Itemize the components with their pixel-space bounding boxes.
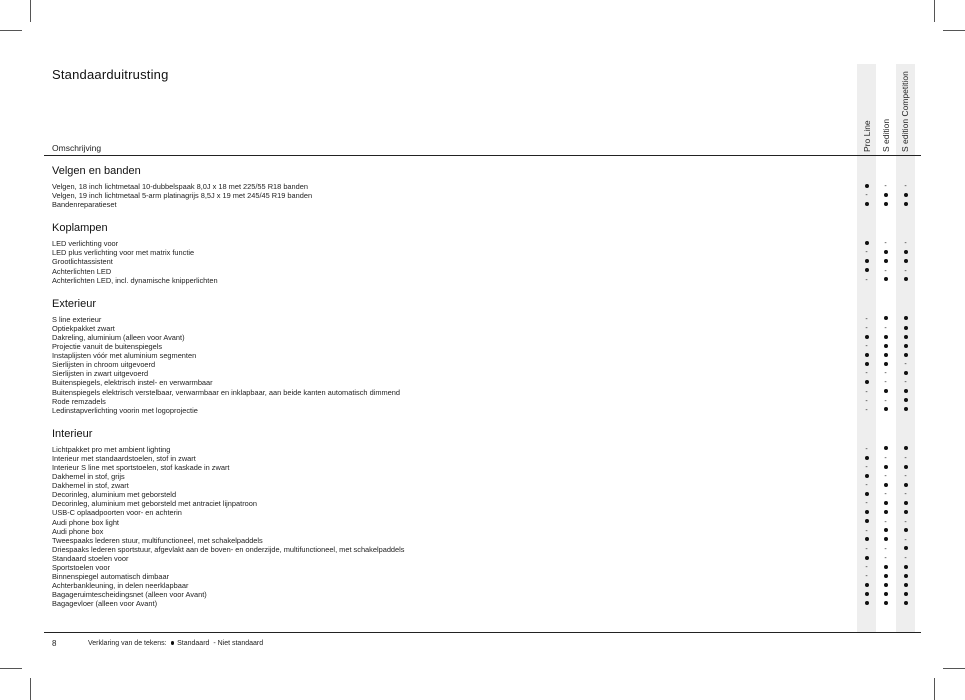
not-standard-dash-icon: -	[865, 249, 868, 257]
row-label: Buitenspiegels elektrisch verstelbaar, verwarmbaar en inklapbaar, aan beide kanten automatisch dimmend	[52, 387, 400, 397]
standard-dot-icon	[876, 248, 895, 257]
table-row	[52, 454, 918, 463]
table-row	[52, 267, 918, 276]
table-row	[52, 508, 918, 517]
row-label: Achterlichten LED	[52, 266, 112, 276]
not-standard-dash-icon: -	[904, 240, 907, 248]
table-row	[52, 536, 918, 545]
not-standard-dash-icon: -	[884, 267, 887, 275]
not-standard-dash-icon: -	[884, 183, 887, 190]
standard-dot-icon	[857, 472, 876, 481]
row-label: Projectie vanuit de buitenspiegels	[52, 342, 163, 352]
column-header-pro-line: Pro Line	[862, 120, 872, 152]
standard-dot-icon	[896, 527, 915, 536]
standard-dot-icon	[896, 333, 915, 342]
row-label: Binnenspiegel automatisch dimbaar	[52, 572, 170, 582]
not-standard-dash-icon: -	[904, 454, 907, 462]
standard-dot-icon	[876, 200, 895, 209]
standard-dot-icon	[857, 536, 876, 545]
row-label: Ledinstapverlichting voorin met logoprojectie	[52, 405, 198, 415]
row-label: USB-C oplaadpoorten voor- en achterin	[52, 508, 182, 518]
not-standard-dash-icon: -	[865, 406, 868, 414]
standard-dot-icon	[857, 599, 876, 608]
standard-dot-icon	[896, 315, 915, 324]
row-label: Bagagevloer (alleen voor Avant)	[52, 599, 158, 609]
not-standard-dash-icon: -	[865, 482, 868, 490]
not-standard-dash-icon: -	[884, 473, 887, 481]
row-label: Bandenreparatieset	[52, 200, 117, 210]
table-row	[52, 527, 918, 536]
row-label: Grootlichtassistent	[52, 257, 113, 267]
table-row	[52, 276, 918, 285]
standard-dot-icon	[876, 527, 895, 536]
standard-dot-icon	[876, 276, 895, 285]
standard-dot-icon	[896, 388, 915, 397]
crop-mark	[934, 0, 935, 22]
row-label: Sierlijsten in chroom uitgevoerd	[52, 360, 156, 370]
row-label: Audi phone box light	[52, 517, 119, 527]
not-standard-dash-icon: -	[865, 545, 868, 553]
table-row	[52, 472, 918, 481]
row-label: S line exterieur	[52, 314, 102, 324]
table-row	[52, 406, 918, 415]
not-standard-dash-icon: -	[865, 445, 868, 453]
table-row	[52, 324, 918, 333]
standard-dot-icon	[857, 581, 876, 590]
not-standard-dash-icon: -	[904, 473, 907, 481]
standard-dot-icon	[896, 481, 915, 490]
row-label: Instaplijsten vóór met aluminium segmenten	[52, 351, 197, 361]
legend-standard: Standaard	[177, 640, 210, 647]
standard-dot-icon	[857, 200, 876, 209]
section-title: Velgen en banden	[52, 165, 141, 177]
row-label: Standaard stoelen voor	[52, 553, 129, 563]
standard-dot-icon	[876, 536, 895, 545]
section-spacer	[52, 209, 918, 217]
not-standard-dash-icon: -	[884, 240, 887, 248]
table-row	[52, 490, 918, 499]
standard-dot-icon	[857, 257, 876, 266]
table-row	[52, 333, 918, 342]
not-standard-dash-icon: -	[884, 379, 887, 387]
standard-dot-icon	[876, 590, 895, 599]
row-label: Buitenspiegels, elektrisch instel- en verwarmbaar	[52, 378, 213, 388]
section-title: Koplampen	[52, 222, 108, 235]
standard-dot-icon	[896, 351, 915, 360]
table-row	[52, 590, 918, 599]
standard-dot-icon	[876, 315, 895, 324]
not-standard-dash-icon: -	[884, 397, 887, 405]
standard-dot-icon	[896, 599, 915, 608]
section-title: Exterieur	[52, 297, 97, 310]
not-standard-dash-icon: -	[865, 343, 868, 351]
standard-dot-icon	[896, 200, 915, 209]
page-number: 8	[52, 639, 57, 648]
standard-dot-icon	[876, 388, 895, 397]
table-row	[52, 200, 918, 209]
standard-dot-icon	[896, 406, 915, 415]
row-label: Velgen, 18 inch lichtmetaal 10-dubbelspaak 8,0J x 18 met 225/55 R18 banden	[52, 182, 308, 191]
table-row	[52, 182, 918, 191]
standard-dot-icon	[896, 581, 915, 590]
table-row	[52, 545, 918, 554]
standard-dot-icon	[876, 599, 895, 608]
crop-mark	[0, 668, 22, 669]
section-spacer	[52, 415, 918, 423]
header-divider	[44, 155, 921, 156]
not-standard-dash-icon: -	[884, 518, 887, 526]
standard-dot-icon	[857, 590, 876, 599]
section-title: Interieur	[52, 427, 93, 440]
standard-dot-icon	[876, 481, 895, 490]
row-label: Achterlichten LED, incl. dynamische knipperlichten	[52, 275, 218, 285]
crop-mark	[30, 0, 31, 22]
not-standard-dash-icon: -	[884, 454, 887, 462]
table-row	[52, 518, 918, 527]
not-standard-dash-icon: -	[865, 324, 868, 332]
crop-mark	[943, 668, 965, 669]
standard-dot-icon	[896, 590, 915, 599]
standard-dot-icon	[896, 397, 915, 406]
not-standard-dash-icon: -	[865, 388, 868, 396]
standard-dot-icon	[876, 191, 895, 200]
not-standard-dash-icon: -	[904, 518, 907, 526]
standard-dot-icon	[876, 499, 895, 508]
standard-dot-icon	[857, 360, 876, 369]
column-header-s-edition: S edition	[881, 118, 891, 152]
standard-dot-icon	[896, 572, 915, 581]
standard-dot-icon	[857, 518, 876, 527]
not-standard-dash-icon: -	[884, 324, 887, 332]
table-row	[52, 481, 918, 490]
not-standard-dash-icon: -	[865, 564, 868, 571]
column-header-s-edition-competition: S edition Competition	[900, 71, 910, 152]
not-standard-dash-icon: -	[904, 267, 907, 275]
standard-dot-icon	[876, 351, 895, 360]
standard-dot-icon	[857, 378, 876, 387]
row-label: Velgen, 19 inch lichtmetaal 5-arm platinagrijs 8,5J x 19 met 245/45 R19 banden	[52, 191, 313, 201]
standard-dot-icon	[896, 563, 915, 572]
table-row	[52, 572, 918, 581]
row-label: LED plus verlichting voor met matrix functie	[52, 248, 195, 258]
not-standard-dash-icon: -	[865, 315, 868, 323]
legend-prefix: Verklaring van de tekens:	[88, 640, 167, 647]
table-row	[52, 581, 918, 590]
table-row	[52, 397, 918, 406]
standard-dot-icon	[896, 463, 915, 472]
row-label: Bagageruimtescheidingsnet (alleen voor Avant)	[52, 590, 207, 600]
table-row	[52, 191, 918, 200]
legend	[88, 640, 263, 647]
section-spacer	[52, 608, 918, 616]
page-title: Standaarduitrusting	[52, 67, 169, 82]
not-standard-dash-icon: -	[904, 379, 907, 387]
standard-dot-icon	[857, 554, 876, 563]
standard-dot-icon	[876, 572, 895, 581]
row-label: Lichtpakket pro met ambient lighting	[52, 444, 171, 454]
table-row	[52, 599, 918, 608]
row-label: Decorinleg, aluminium met geborsteld met antraciet lijnpatroon	[52, 499, 257, 509]
standard-dot-icon	[876, 563, 895, 572]
standard-dot-icon	[896, 342, 915, 351]
table-row	[52, 563, 918, 572]
not-standard-dash-icon: -	[865, 573, 868, 581]
row-label: Sportstoelen voor	[52, 563, 110, 572]
standard-dot-icon	[876, 257, 895, 266]
equipment-table	[52, 160, 918, 616]
standard-dot-icon	[876, 406, 895, 415]
row-label: Tweespaaks lederen stuur, multifunctioneel, met schakelpaddels	[52, 535, 263, 545]
table-row	[52, 499, 918, 508]
not-standard-dash-icon: -	[904, 491, 907, 499]
table-row	[52, 248, 918, 257]
not-standard-dash-icon: -	[904, 361, 907, 369]
standard-dot-icon	[896, 508, 915, 517]
not-standard-dash-icon: -	[865, 500, 868, 508]
row-label: Sierlijsten in zwart uitgevoerd	[52, 369, 149, 379]
table-row	[52, 445, 918, 454]
not-standard-dash-icon: -	[865, 397, 868, 405]
standard-dot-icon	[876, 342, 895, 351]
row-label: Dakhemel in stof, zwart	[52, 481, 129, 491]
standard-dot-icon	[896, 545, 915, 554]
not-standard-dash-icon: -	[904, 183, 907, 190]
not-standard-dash-icon: -	[865, 370, 868, 378]
standard-dot-icon	[896, 276, 915, 285]
standard-dot-icon	[857, 490, 876, 499]
crop-mark	[0, 30, 22, 31]
standard-dot-icon	[876, 360, 895, 369]
not-standard-dash-icon: -	[884, 554, 887, 562]
standard-dot-icon	[896, 248, 915, 257]
not-standard-dash-icon: -	[884, 545, 887, 553]
crop-mark	[943, 30, 965, 31]
not-standard-dash-icon: -	[884, 370, 887, 378]
table-row	[52, 315, 918, 324]
table-row	[52, 351, 918, 360]
table-row	[52, 369, 918, 378]
table-row	[52, 342, 918, 351]
standard-dot-icon	[857, 267, 876, 276]
legend-not-standard: - Niet standaard	[213, 640, 264, 647]
standard-dot-icon	[876, 463, 895, 472]
footer-divider	[44, 632, 921, 633]
row-label: Rode remzadels	[52, 396, 106, 406]
table-row	[52, 378, 918, 387]
standard-dot-icon	[171, 641, 175, 645]
row-label: Dakhemel in stof, grijs	[52, 472, 125, 482]
standard-dot-icon	[857, 454, 876, 463]
standard-dot-icon	[876, 333, 895, 342]
standard-dot-icon	[857, 333, 876, 342]
not-standard-dash-icon: -	[865, 192, 868, 200]
row-label: Achterbankleuning, in delen neerklapbaar	[52, 581, 189, 591]
standard-dot-icon	[857, 508, 876, 517]
standard-dot-icon	[876, 445, 895, 454]
section-spacer	[52, 285, 918, 293]
standard-dot-icon	[896, 324, 915, 333]
not-standard-dash-icon: -	[904, 536, 907, 544]
row-label: LED verlichting voor	[52, 239, 119, 249]
crop-mark	[30, 678, 31, 700]
standard-dot-icon	[857, 182, 876, 191]
row-label: Optiekpakket zwart	[52, 323, 115, 333]
standard-dot-icon	[857, 351, 876, 360]
standard-dot-icon	[896, 445, 915, 454]
table-row	[52, 388, 918, 397]
table-row	[52, 239, 918, 248]
crop-mark	[934, 678, 935, 700]
standard-dot-icon	[896, 191, 915, 200]
standard-dot-icon	[876, 581, 895, 590]
table-row	[52, 554, 918, 563]
standard-dot-icon	[896, 499, 915, 508]
not-standard-dash-icon: -	[865, 276, 868, 284]
not-standard-dash-icon: -	[865, 527, 868, 535]
standard-dot-icon	[896, 257, 915, 266]
description-header: Omschrijving	[52, 143, 102, 153]
row-label: Dakreling, aluminium (alleen voor Avant)	[52, 332, 185, 342]
not-standard-dash-icon: -	[865, 463, 868, 471]
standard-dot-icon	[876, 508, 895, 517]
not-standard-dash-icon: -	[884, 491, 887, 499]
row-label: Driespaaks lederen sportstuur, afgevlakt aan de boven- en onderzijde, multifunctioneel, met schakelpaddels	[52, 544, 405, 554]
row-label: Decorinleg, aluminium met geborsteld	[52, 490, 177, 500]
table-row	[52, 463, 918, 472]
table-row	[52, 257, 918, 266]
standard-dot-icon	[896, 369, 915, 378]
table-row	[52, 360, 918, 369]
row-label: Interieur met standaardstoelen, stof in zwart	[52, 453, 196, 463]
standard-dot-icon	[857, 239, 876, 248]
row-label: Audi phone box	[52, 526, 104, 536]
not-standard-dash-icon: -	[904, 554, 907, 562]
row-label: Interieur S line met sportstoelen, stof kaskade in zwart	[52, 462, 230, 472]
